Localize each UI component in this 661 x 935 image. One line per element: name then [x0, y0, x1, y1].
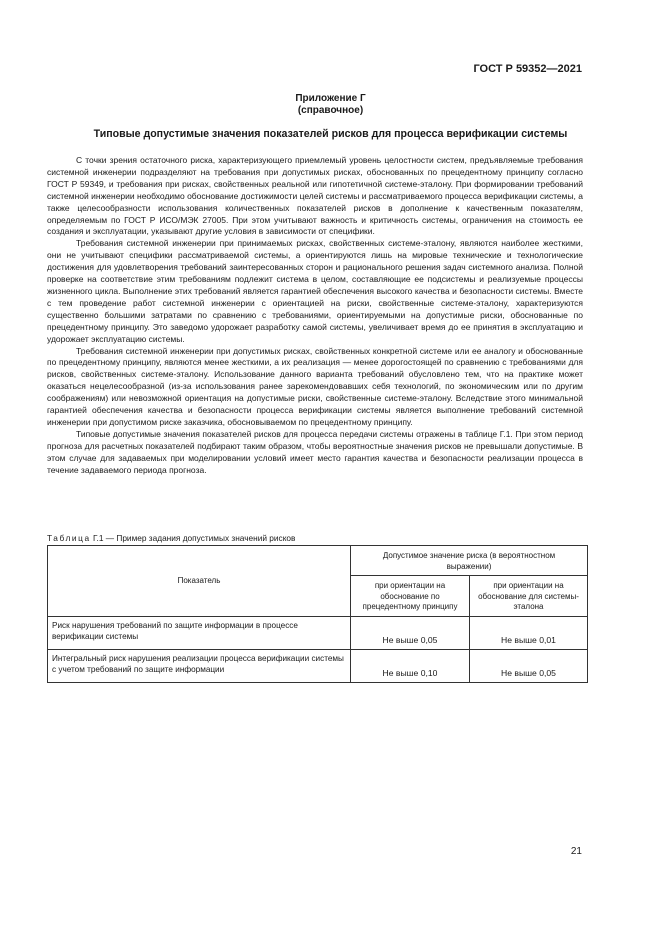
- paragraph: Требования системной инженерии при допустимых рисках, свойственных конкретной системе или ее аналогу и обоснованные по прецедентному принципу, являются менее жесткими, а их реализация — менее дорогостоящей по сравнению с требованиями для рисков, свойственных системе-эталону. Использование данного варианта требований обусловлено тем, что на практике может оказаться нецелесообразной (из-за использования ранее зарекомендовавших себя технологий, по экономическим или по другим соображениям) или невозможной ориентация на допустимые риски, свойственные системе-эталону. Вследствие этого минимальной гарантией обеспечения качества и безопасности процесса верификации системы является выполнение требований системной инженерии при допустимом риске заказчика, обосновываемом по прецедентному принципу.: [47, 345, 583, 427]
- annex-type: (справочное): [297, 105, 364, 116]
- paragraph: С точки зрения остаточного риска, характеризующего приемлемый уровень целостности систем, предъявляемые требования системной инженерии подразделяют на требования при допустимых рисках, обоснованных по прецедентному принципу согласно ГОСТ Р 59349, и требования при рисках, свойственных реальной или гипотетичной системе-эталону. При формировании требований системной инженерии необходимо обоснование достижимости целей системы и рассматриваемого процесса верификации системы, а также целесообразности использования количественных показателей рисков в дополнение к качественным показателям, определяемым по ГОСТ Р ИСО/МЭК 27005. При этом учитывают важность и критичность системы, ограничения на стоимость ее создания и эксплуатации, указывают другие условия в зависимости от специфики.: [47, 155, 584, 237]
- col-header-reference: при ориентации на обоснование для системы-эталона: [470, 576, 588, 617]
- table-caption-text: Г.1 — Пример задания допустимых значений рисков: [93, 533, 296, 543]
- table-row: [48, 616, 588, 649]
- col-header-param: Показатель: [48, 546, 351, 617]
- paragraph: Типовые допустимые значения показателей рисков для процесса передачи системы отражены в таблице Г.1. При этом период прогноза для расчетных показателей подбирают таким образом, чтобы вероятностные значения рисков не превышали допустимые. В этом случае для задаваемых при моделировании условий имеет место гарантия качества и безопасности реализации процесса в течение задаваемого периода прогноза.: [47, 428, 583, 475]
- annex-title: Приложение Г: [295, 93, 366, 104]
- col-header-precedent: при ориентации на обоснование по прецедентному принципу: [351, 576, 470, 617]
- risk-table: [47, 545, 588, 683]
- col-header-group: Допустимое значение риска (в вероятностном выражении): [351, 546, 588, 576]
- row-value-reference: Не выше 0,01: [470, 616, 588, 649]
- row-name: Риск нарушения требований по защите информации в процессе верификации системы: [48, 616, 351, 649]
- table-caption-label: Таблица: [47, 533, 91, 543]
- standard-designation: ГОСТ Р 59352—2021: [473, 63, 582, 75]
- annex-header: [0, 93, 661, 117]
- paragraph: Требования системной инженерии при принимаемых рисках, свойственных системе-эталону, являются наиболее жесткими, они не учитывают специфики рассматриваемой системы, а ориентируются лишь на мировые технические и технологические достижения для удовлетворения требований заинтересованных сторон и рационального решения задач системного анализа. Полной проверке на соответствие этим требованиям подлежит система в целом, составляющие ее подсистемы и реализуемые процессы жизненного цикла. Выполнение этих требований является гарантией обеспечения высокого качества и безопасности системы. Вместе с тем проведение работ системной инженерии с ориентацией на риски, свойственные системе-эталону, характеризуются существенно большими затратами по сравнению с требованиями, ориентируемыми на допустимые риски, обоснованные по прецедентному принципу. Это заведомо удорожает разработку самой системы, увеличивает время до ее принятия в эксплуатацию и удорожает эксплуатацию системы.: [47, 238, 583, 344]
- page-number: 21: [570, 846, 582, 857]
- table-row: [48, 649, 588, 682]
- table-header-row: [48, 546, 588, 576]
- section-heading: Типовые допустимые значения показателей рисков для процесса верификации системы: [93, 128, 568, 140]
- row-name: Интегральный риск нарушения реализации процесса верификации системы с учетом требований по защите информации: [48, 649, 351, 682]
- row-value-reference: Не выше 0,05: [470, 649, 588, 682]
- table-caption: [47, 533, 295, 543]
- row-value-precedent: Не выше 0,10: [351, 649, 470, 682]
- row-value-precedent: Не выше 0,05: [351, 616, 470, 649]
- body-text: [47, 155, 583, 476]
